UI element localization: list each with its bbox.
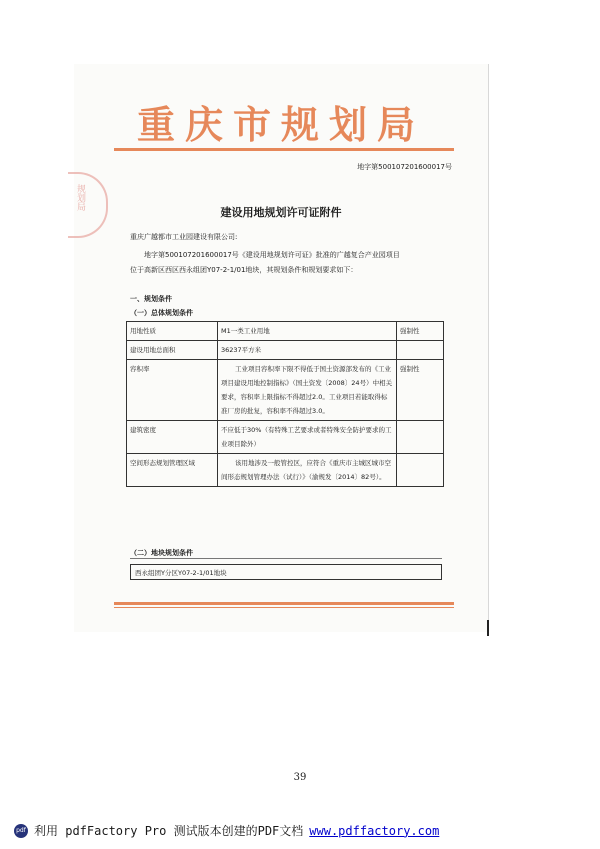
body-line-2: 位于高新区西区西永组团Y07-2-1/01地块，其规划条件和规划要求如下： bbox=[130, 266, 358, 274]
section-heading-1: 一、规划条件 bbox=[130, 295, 172, 303]
table-cell-label: 空间形态规划管理区域 bbox=[127, 454, 218, 487]
document-title: 建设用地规划许可证附件 bbox=[220, 206, 342, 219]
table-cell-type bbox=[397, 454, 444, 487]
pdf-factory-link[interactable]: www.pdffactory.com bbox=[309, 823, 440, 838]
footer-rule-thin bbox=[114, 607, 454, 608]
table-cell-value: 工业项目容积率下限不得低于国土资源部发布的《工业项目建设用地控制指标》（国土资发〔2008〕24号）中相关要求，容积率上限指标不得超过2.0。工业项目若能取得标准厂房的批复，容积率不得超过3.0。 bbox=[218, 360, 397, 421]
subsection-heading-2: （二）地块规划条件 bbox=[130, 549, 193, 557]
addressee: 重庆广越都市工业园建设有限公司: bbox=[130, 233, 238, 241]
table-cell-value: M1一类工业用地 bbox=[218, 322, 397, 341]
table-cell-type bbox=[397, 341, 444, 360]
footer-rule bbox=[114, 602, 454, 605]
table-row bbox=[127, 341, 444, 360]
document-number: 地字第500107201600017号 bbox=[357, 163, 452, 171]
table-cell-value: 不应低于30%（有特殊工艺要求或者特殊安全防护要求的工业项目除外） bbox=[218, 421, 397, 454]
pdf-factory-icon: pdf bbox=[14, 824, 28, 838]
table-cell-value: 36237平方米 bbox=[218, 341, 397, 360]
scan-edge-mark bbox=[487, 620, 489, 636]
table-row bbox=[127, 322, 444, 341]
table-cell-label: 建筑密度 bbox=[127, 421, 218, 454]
body-line-1: 地字第500107201600017号《建设用地规划许可证》批准的广越复合产业园项目 bbox=[144, 251, 400, 259]
letterhead-rule bbox=[114, 148, 454, 151]
subsection-heading-1: （一）总体规划条件 bbox=[130, 309, 193, 317]
table-row bbox=[127, 360, 444, 421]
table-cell-label: 用地性质 bbox=[127, 322, 218, 341]
table-cell-type: 强制性 bbox=[397, 360, 444, 421]
pdf-footer-text: 利用 pdfFactory Pro 测试版本创建的PDF文档 bbox=[34, 824, 304, 838]
seal-text: 规划局 bbox=[75, 184, 85, 211]
body-paragraph bbox=[130, 248, 456, 278]
table-cell-value: 该用地涉及一般管控区，应符合《重庆市主城区城市空间形态规划管理办法（试行）》（渝规发〔2014〕82号）。 bbox=[218, 454, 397, 487]
parcel-name-box: 西永组团Y分区Y07-2-1/01地块 bbox=[130, 564, 442, 580]
table-cell-label: 建设用地总面积 bbox=[127, 341, 218, 360]
table-cell-type: 强制性 bbox=[397, 322, 444, 341]
letterhead-title: 重庆市规划局 bbox=[136, 102, 425, 147]
table-cell-label: 容积率 bbox=[127, 360, 218, 421]
planning-conditions-table bbox=[126, 321, 444, 487]
table-cell-type bbox=[397, 421, 444, 454]
subsection-rule bbox=[130, 558, 442, 559]
scanned-page bbox=[74, 64, 489, 632]
table-row bbox=[127, 421, 444, 454]
table-row bbox=[127, 454, 444, 487]
pdf-footer bbox=[14, 822, 439, 839]
page-number: 39 bbox=[293, 772, 307, 783]
